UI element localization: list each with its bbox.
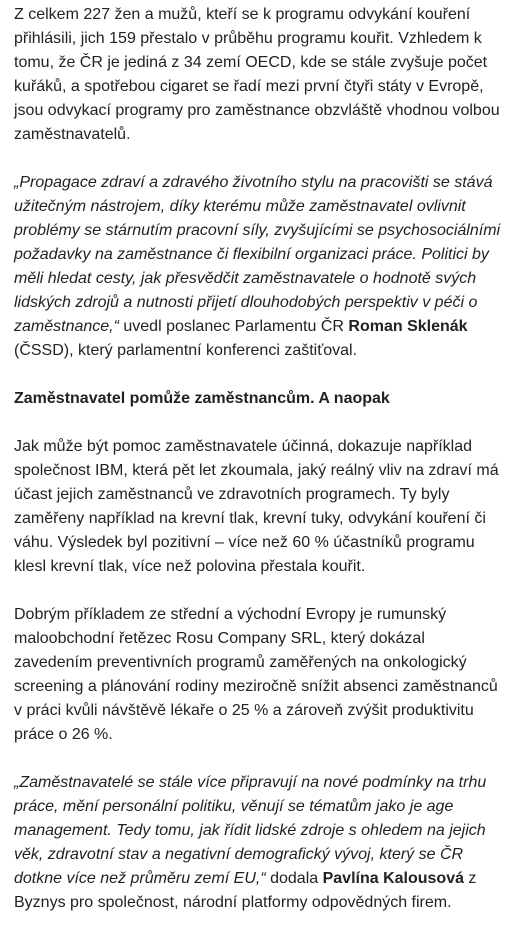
quote-text: „Propagace zdraví a zdravého životního stylu na pracovišti se stává užitečným nástrojem, díky kterému může zaměstnavatel ovlivnit problémy se stárnutím pracovní síly, zvyšujícími se psychosociálními požadavky na zaměstnance či flexibilní organizaci práce. Politici by měli hledat cesty, jak přesvědčit zaměstnavatele o hodnotě svých lidských zdrojů a nutnosti přijetí dlouhodobých perspektiv v péči o zaměstnance,“ (14, 174, 501, 335)
paragraph-spacer (14, 579, 504, 603)
quote-paragraph-sklenak (14, 171, 504, 363)
paragraph-spacer (14, 411, 504, 435)
quote-paragraph-kalousova (14, 771, 504, 915)
paragraph-ibm-example: Jak může být pomoc zaměstnavatele účinná, dokazuje například společnost IBM, která pět let zkoumala, jaký reálný vliv na zdraví má účast jejich zaměstnanců ve zdravotních programech. Ty byly zaměřeny například na krevní tlak, krevní tuky, odvykání kouření či váhu. Výsledek byl pozitivní – více než 60 % účastníků programu klesl krevní tlak, více než polovina přestala kouřit. (14, 438, 499, 575)
attribution-text: uvedl poslanec Parlamentu ČR (118, 318, 349, 335)
attribution-text: z Byznys pro společnost, národní platformy odpovědných firem. (14, 870, 477, 911)
attribution-text: (ČSSD), který parlamentní konferenci zaštiťoval. (14, 342, 358, 359)
speaker-name: Pavlína Kalousová (322, 870, 464, 887)
paragraph-rosu-example: Dobrým příkladem ze střední a východní Evropy je rumunský maloobchodní řetězec Rosu Company SRL, který dokázal zavedením preventivních programů zaměřených na onkologický screening a plánování rodiny meziročně snížit absenci zaměstnanců v práci kvůli návštěvě lékaře o 25 % a zároveň zvýšit produktivitu práce o 26 %. (14, 606, 498, 743)
attribution-text: dodala (265, 870, 323, 887)
speaker-name: Roman Sklenák (348, 318, 468, 335)
section-heading: Zaměstnavatel pomůže zaměstnancům. A naopak (14, 390, 390, 407)
paragraph-spacer (14, 147, 504, 171)
quote-text: „Zaměstnavatelé se stále více připravují na nové podmínky na trhu práce, mění personální politiku, věnují se tématům jako je age management. Tedy tomu, jak řídit lidské zdroje s ohledem na jejich věk, zdravotní stav a negativní demografický vývoj, který se ČR dotkne více než průměru zemí EU,“ (14, 774, 487, 887)
paragraph-spacer (14, 363, 504, 387)
paragraph-spacer (14, 747, 504, 771)
paragraph-smoking-program: Z celkem 227 žen a mužů, kteří se k programu odvykání kouření přihlásili, jich 159 přestalo v průběhu programu kouřit. Vzhledem k tomu, že ČR je jediná z 34 zemí OECD, kde se stále zvyšuje počet kuřáků, a spotřebou cigaret se řadí mezi první čtyři státy v Evropě, jsou odvykací programy pro zaměstnance obzvláště vhodnou volbou zaměstnavatelů. (14, 6, 500, 143)
